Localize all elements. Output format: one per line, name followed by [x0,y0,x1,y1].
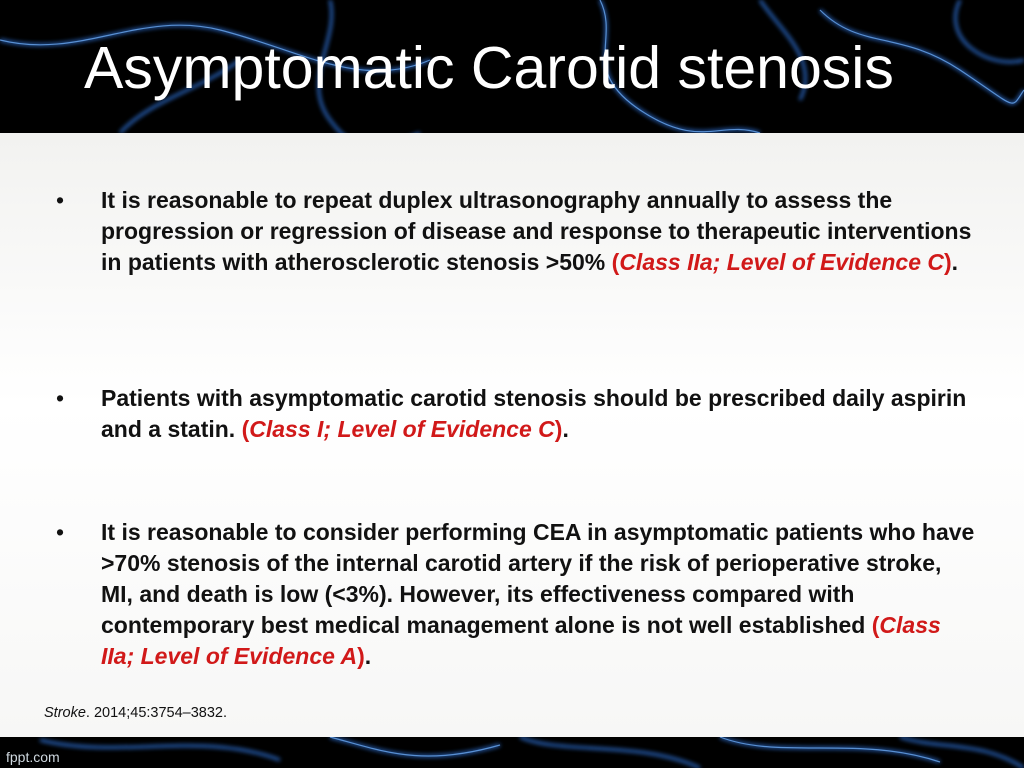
footer-band [0,737,1024,768]
bullet-text: Patients with asymptomatic carotid stenosis should be prescribed daily aspirin and a statin. (Class I; Level of Evidence C). [101,385,967,442]
citation-details: . 2014;45:3754–3832. [85,705,228,721]
evidence-level: Class IIa; Level of Evidence C [619,249,944,275]
citation [44,705,227,721]
slide-title: Asymptomatic Carotid stenosis [84,35,894,101]
title-band [0,0,1024,133]
bullet-marker: • [56,385,65,411]
brand-watermark[interactable]: fppt.com [6,749,60,765]
citation-journal: Stroke [44,705,86,721]
bullet-text: It is reasonable to repeat duplex ultrasonography annually to assess the progression or regression of disease and response to therapeutic interventions in patients with atherosclerotic stenosis >50% (Class IIa; Level of Evidence C). [101,187,972,275]
bullet-marker: • [56,519,65,545]
bullet-item-3 [56,517,976,672]
bullet-text: It is reasonable to consider performing CEA in asymptomatic patients who have >70% stenosis of the internal carotid artery if the risk of perioperative stroke, MI, and death is low (<3%). However, its effectiveness compared with contemporary best medical management alone is not well established (Class IIa; Level of Evidence A). [101,519,975,669]
evidence-level: Class I; Level of Evidence C [249,416,555,442]
bullet-item-2 [56,383,976,445]
bullet-item-1 [56,185,976,278]
bullet-marker: • [56,187,65,213]
evidence-level: Class IIa; Level of Evidence A [101,612,941,669]
